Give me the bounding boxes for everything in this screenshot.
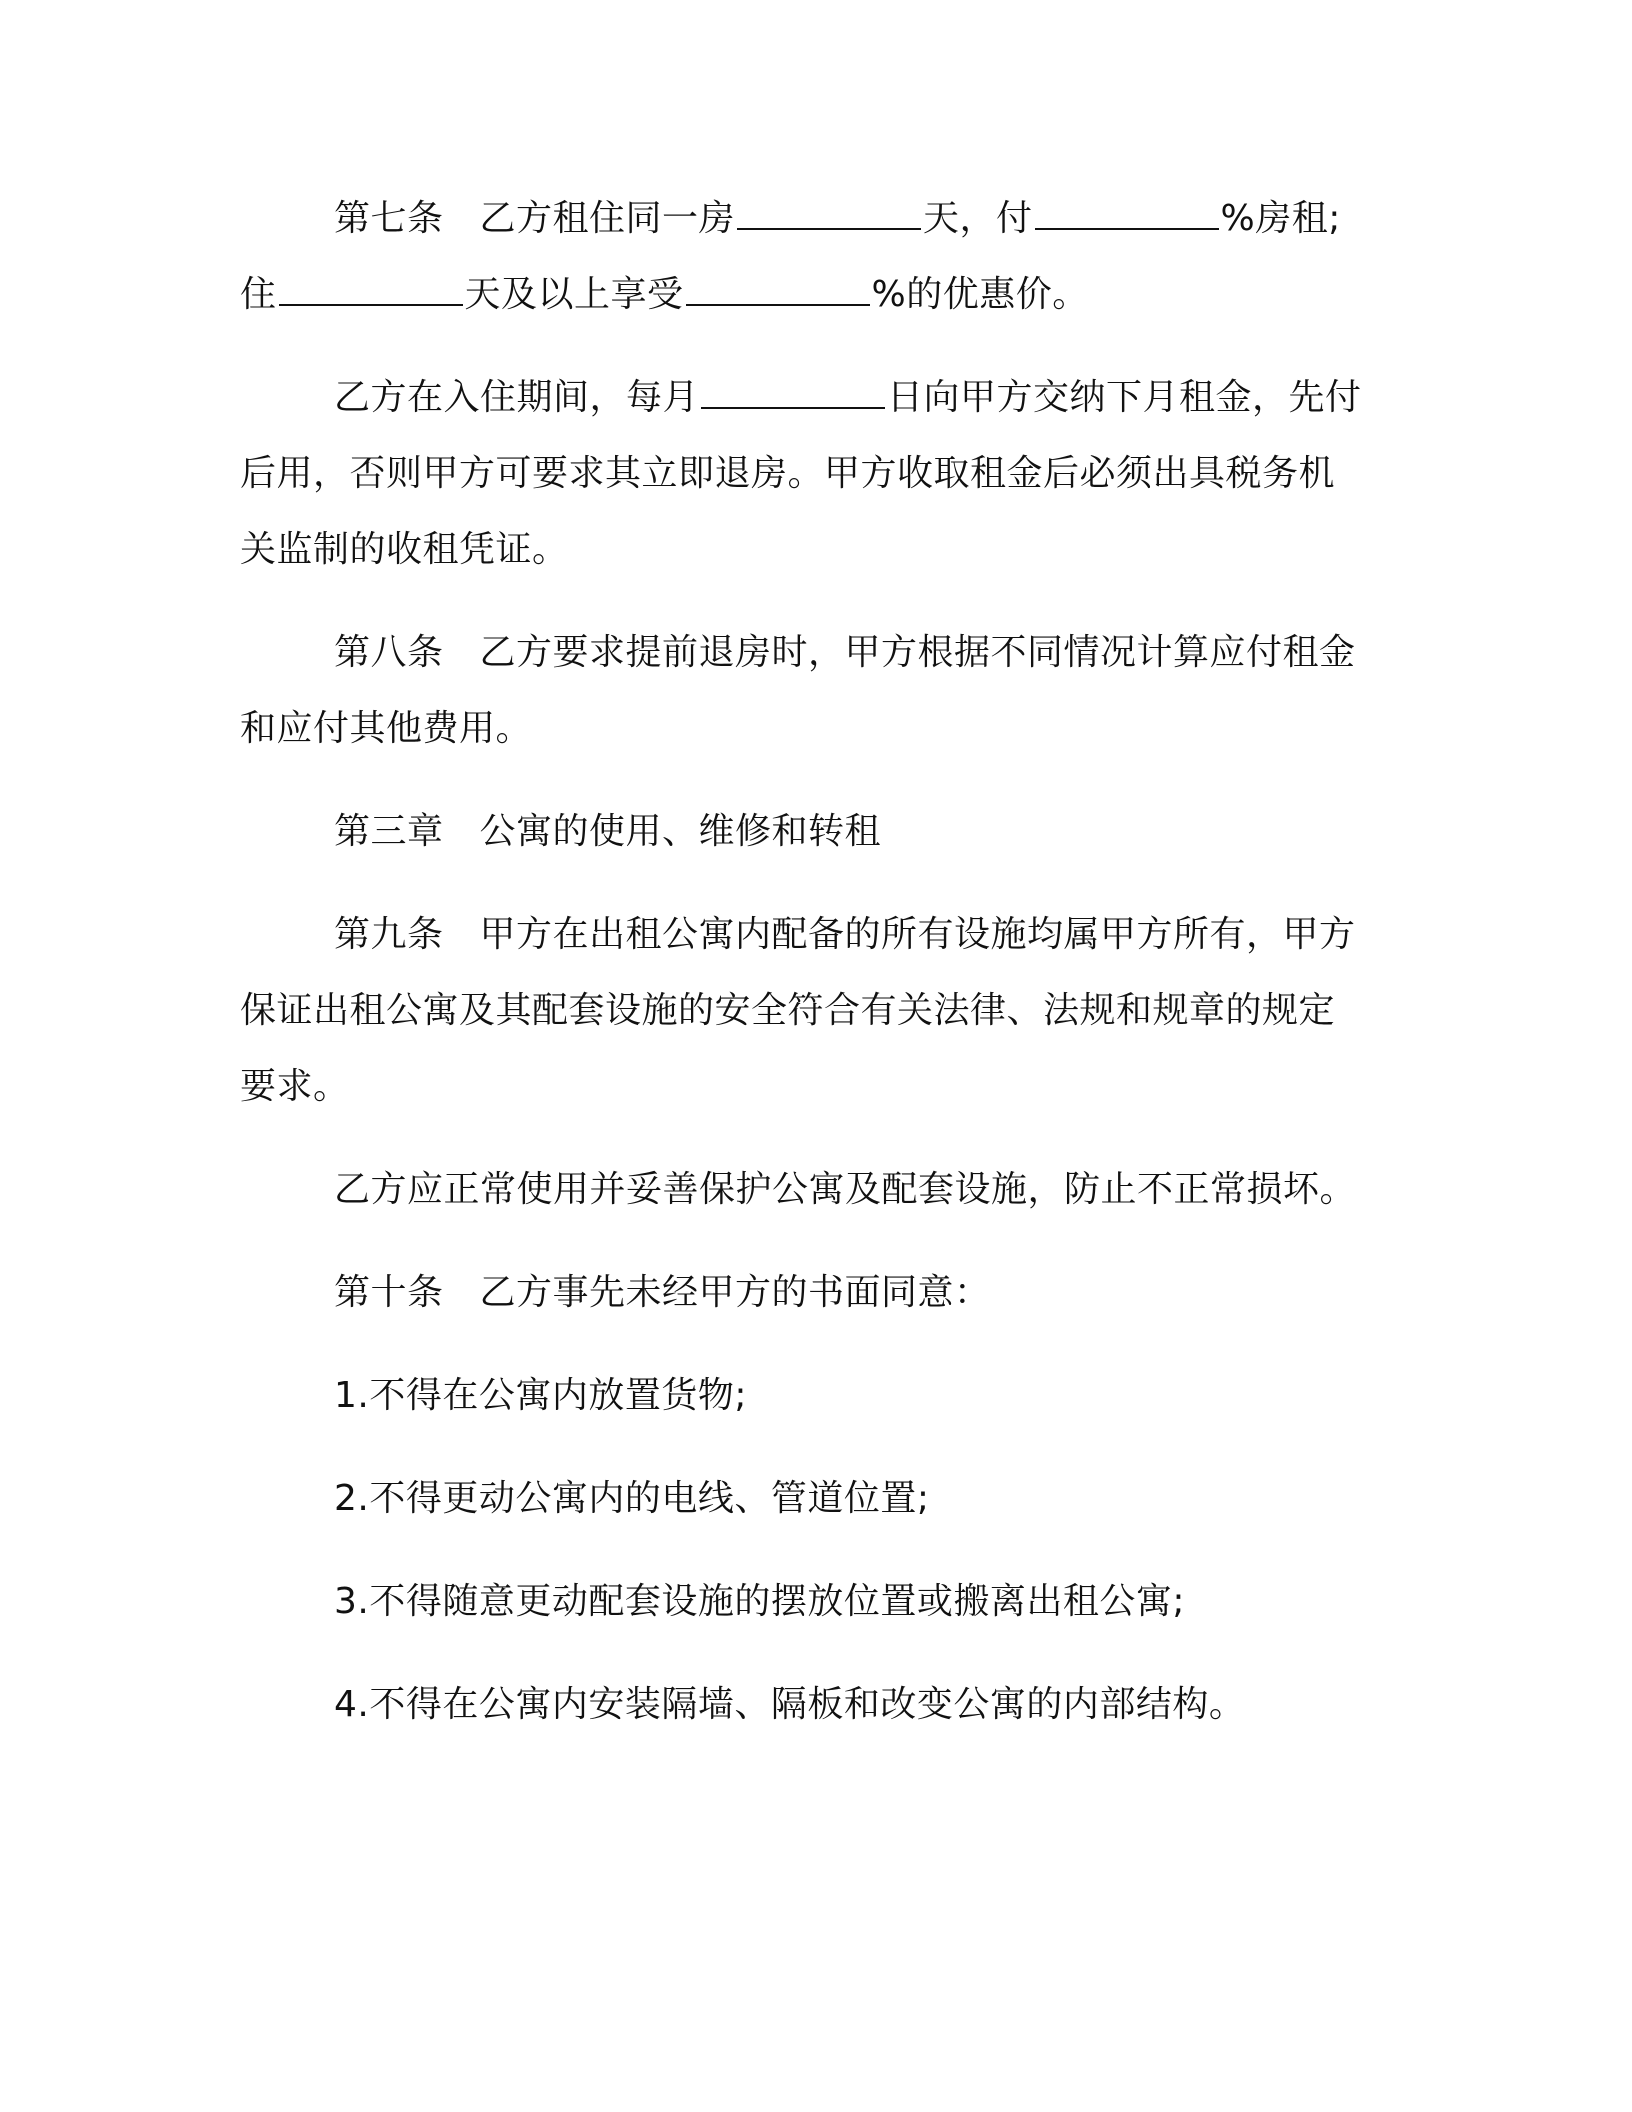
article-8-label: 第八条 (334, 632, 444, 673)
blank-days (737, 198, 921, 230)
article-7-line-1: 第七条 乙方租住同一房 天，付 %房租; (334, 198, 1341, 239)
article-10-line: 第十条 乙方事先未经甲方的书面同意： (334, 1272, 991, 1313)
list-item: 2.不得更动公寓内的电线、管道位置; (334, 1478, 930, 1519)
rent-payment-line-1: 乙方在入住期间，每月 日向甲方交纳下月租金，先付 (334, 377, 1362, 418)
chapter-3-label: 第三章 (334, 811, 444, 852)
article-7-line-2: 住 天及以上享受 %的优惠价。 (240, 274, 1089, 315)
blank-pay-day (701, 377, 885, 409)
rent-payment-line-3: 关监制的收租凭证。 (240, 529, 569, 570)
blank-discount-percent (686, 274, 870, 306)
article-8-line-2: 和应付其他费用。 (240, 708, 533, 749)
blank-min-days (279, 274, 463, 306)
list-item: 3.不得随意更动配套设施的摆放位置或搬离出租公寓; (334, 1581, 1185, 1622)
article-9-line-2: 保证出租公寓及其配套设施的安全符合有关法律、法规和规章的规定 (240, 990, 1336, 1031)
blank-percent-rent (1035, 198, 1219, 230)
article-7-label: 第七条 (334, 198, 444, 239)
article-9-line-3: 要求。 (240, 1066, 350, 1107)
article-9-paragraph-2: 乙方应正常使用并妥善保护公寓及配套设施，防止不正常损坏。 (334, 1169, 1357, 1210)
article-8-line-1: 第八条 乙方要求提前退房时，甲方根据不同情况计算应付租金 (334, 632, 1356, 673)
chapter-3-heading (334, 809, 1484, 855)
article-9-line-1: 第九条 甲方在出租公寓内配备的所有设施均属甲方所有，甲方 (334, 914, 1356, 955)
list-item: 1.不得在公寓内放置货物; (334, 1375, 747, 1416)
chapter-3-title: 公寓的使用、维修和转租 (479, 811, 882, 852)
article-10-label: 第十条 (334, 1272, 444, 1313)
rent-payment-line-2: 后用，否则甲方可要求其立即退房。甲方收取租金后必须出具税务机 (240, 453, 1336, 494)
article-9-label: 第九条 (334, 914, 444, 955)
list-item: 4.不得在公寓内安装隔墙、隔板和改变公寓的内部结构。 (334, 1684, 1246, 1725)
